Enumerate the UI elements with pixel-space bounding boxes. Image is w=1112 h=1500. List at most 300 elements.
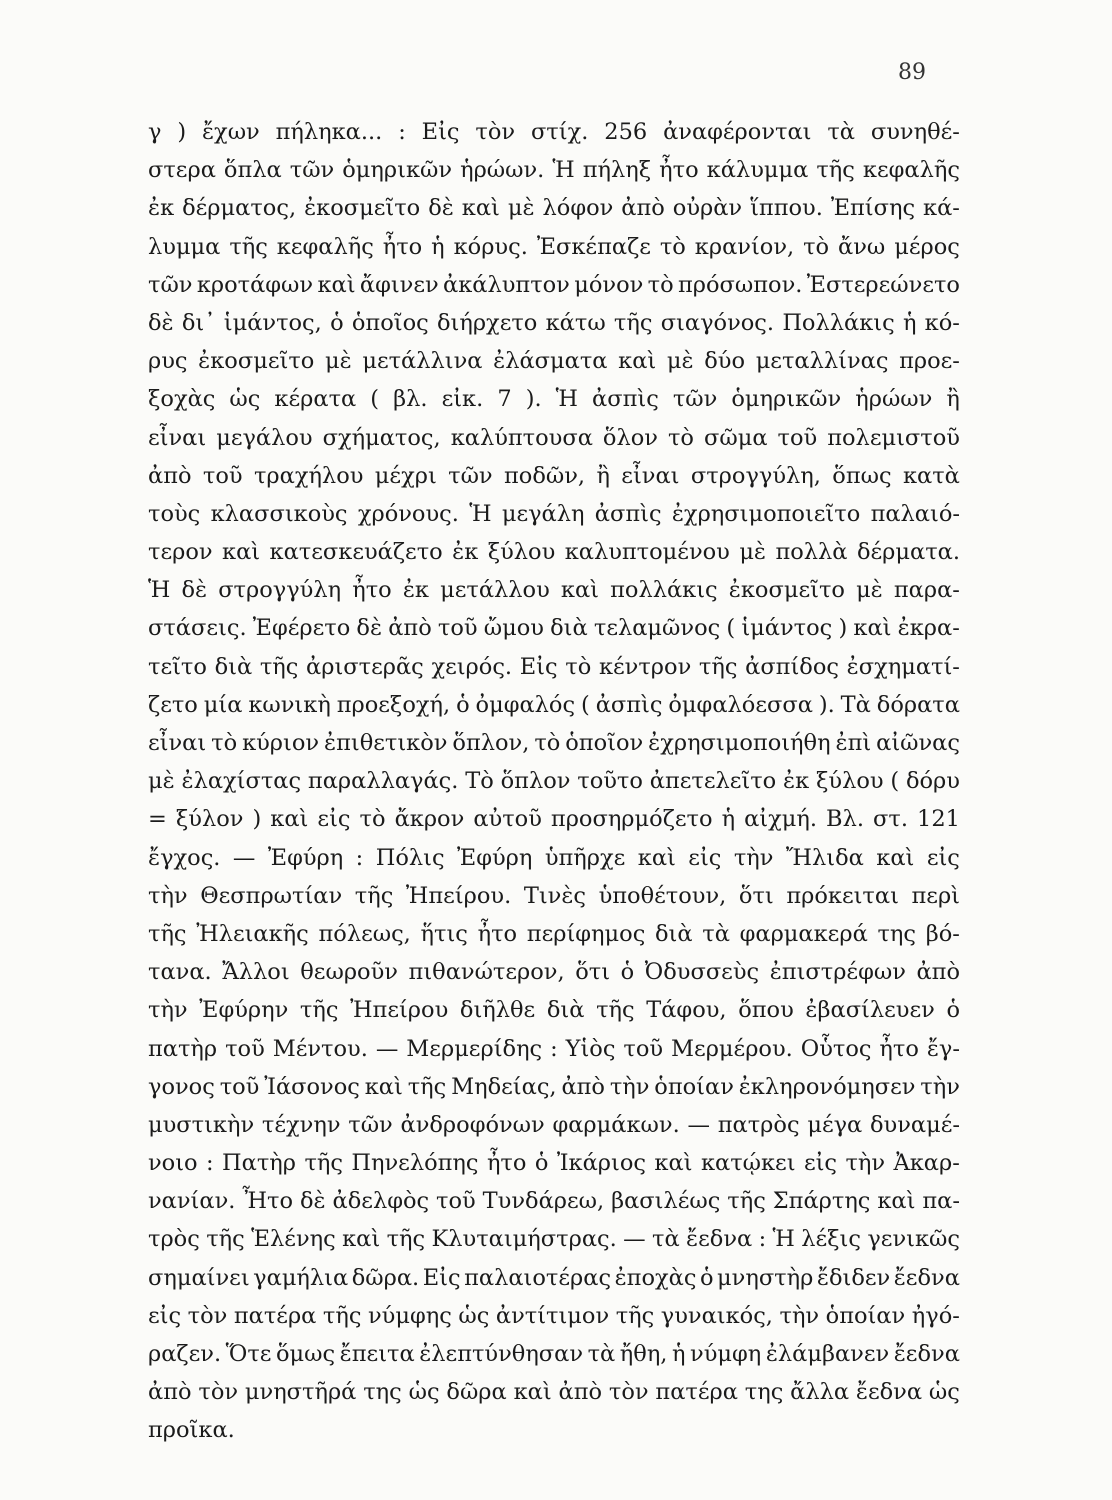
word: ὁ bbox=[699, 1264, 714, 1291]
word: στίχ. bbox=[530, 119, 589, 145]
word: ἤθη, bbox=[619, 1341, 668, 1367]
word: τὰ bbox=[652, 1226, 680, 1253]
word: τοῦ bbox=[202, 462, 243, 489]
word: εἶναι bbox=[148, 424, 207, 451]
word: μέρος bbox=[894, 233, 960, 260]
word: Τὰ bbox=[840, 691, 871, 718]
word: ἀναφέρονται bbox=[663, 119, 812, 145]
word: τὰ bbox=[827, 119, 856, 145]
word: Ἡ bbox=[772, 1226, 795, 1253]
text-line bbox=[148, 686, 960, 724]
word: ἦτο bbox=[879, 1035, 919, 1062]
word: Ἐσκέπαζε bbox=[536, 233, 651, 260]
word: ἐκοσμεῖτο bbox=[728, 577, 845, 604]
word: Οὗτος bbox=[800, 1035, 872, 1062]
word: Ἀκαρ- bbox=[893, 1150, 960, 1177]
word: ) bbox=[838, 615, 848, 642]
word: πήληξ bbox=[582, 157, 652, 184]
word: μεγάλη bbox=[501, 500, 585, 527]
word: ὡς bbox=[928, 1379, 960, 1406]
word: διήρχετο bbox=[436, 309, 538, 336]
word: Μερμερίδης bbox=[406, 1035, 543, 1062]
word: ὡς bbox=[229, 386, 261, 413]
word: τῆς bbox=[816, 157, 855, 184]
word: καὶ bbox=[513, 1379, 552, 1406]
word: φαρμακερά bbox=[739, 920, 868, 947]
word: συνηθέ- bbox=[870, 119, 960, 145]
word: τραχήλου bbox=[253, 462, 364, 489]
word: ὡς bbox=[458, 1302, 490, 1329]
word: νύμφης bbox=[368, 1302, 452, 1329]
word: ἦτο bbox=[486, 1150, 527, 1177]
word: χρόνους. bbox=[357, 500, 459, 527]
text-line bbox=[148, 1373, 960, 1411]
word: Κλυταιμήστρας. bbox=[431, 1226, 617, 1253]
word: τῆς bbox=[386, 1226, 426, 1253]
word: διὰ bbox=[550, 615, 588, 642]
word: τῆς bbox=[596, 997, 635, 1024]
word: ὡς bbox=[408, 1379, 440, 1406]
text-line bbox=[148, 304, 960, 342]
text-line bbox=[148, 648, 960, 686]
word: τῆς bbox=[304, 1150, 343, 1177]
word: ἀπὸ bbox=[561, 1073, 605, 1100]
word: τοῦτο bbox=[577, 768, 643, 795]
word: τὸν bbox=[187, 1302, 228, 1329]
page-number: 89 bbox=[898, 60, 926, 85]
text-line bbox=[148, 762, 960, 800]
word: ἐκ bbox=[783, 768, 810, 795]
word: καὶ bbox=[877, 1188, 916, 1215]
word: καὶ bbox=[317, 271, 356, 298]
word: ἔγ- bbox=[926, 1035, 960, 1062]
word: τῆς bbox=[259, 653, 299, 680]
word: τοῦ bbox=[623, 1035, 664, 1062]
text-line bbox=[148, 915, 960, 953]
word: ( bbox=[581, 691, 590, 718]
word: ἐπιθετικὸν bbox=[324, 730, 448, 756]
word: πα- bbox=[922, 1188, 960, 1215]
word: τῆς bbox=[354, 882, 394, 909]
word: κλασσικοὺς bbox=[210, 500, 348, 527]
word: θεωροῦν bbox=[300, 959, 398, 986]
word: διὰ bbox=[214, 653, 253, 680]
word: ἔχων bbox=[201, 119, 260, 145]
text-line bbox=[148, 151, 960, 189]
word: ἐπὶ bbox=[835, 730, 872, 756]
text-line bbox=[148, 1182, 960, 1220]
word: καὶ bbox=[270, 806, 309, 833]
word: κατεσκευάζετο bbox=[269, 539, 443, 566]
word: τῆς bbox=[698, 653, 738, 680]
word: ὁ bbox=[456, 691, 470, 718]
word: δόρυ bbox=[905, 768, 960, 795]
word: κύριον bbox=[242, 730, 320, 756]
text-line bbox=[148, 1030, 960, 1068]
word: ὑπῆρχε bbox=[544, 844, 626, 871]
word: ὁμηρικῶν bbox=[731, 386, 842, 413]
word: ὁποῖος bbox=[351, 309, 429, 336]
word: νοιο bbox=[148, 1150, 198, 1177]
word: τὸ bbox=[667, 424, 694, 451]
word: : bbox=[550, 1035, 558, 1062]
word: Θεσπρωτίαν bbox=[200, 882, 343, 909]
word: ἔεδνα bbox=[855, 1379, 923, 1406]
word: Ἄλλοι bbox=[222, 959, 290, 986]
word: 121 bbox=[917, 806, 960, 833]
word: ). bbox=[525, 386, 542, 413]
word: ξύλον bbox=[175, 806, 244, 833]
word: τερον bbox=[148, 539, 213, 566]
word: ἱμάντος, bbox=[223, 309, 322, 336]
word: ὁ bbox=[946, 997, 960, 1024]
word: βό- bbox=[925, 920, 960, 947]
text-line bbox=[148, 953, 960, 991]
word: ). bbox=[818, 691, 835, 718]
word: μία bbox=[203, 691, 243, 718]
text-line bbox=[148, 800, 960, 838]
word: Τὸ bbox=[465, 768, 494, 795]
word: Μέντου. bbox=[272, 1035, 368, 1062]
word: Τάφου, bbox=[646, 997, 727, 1024]
word: μεγάλου bbox=[216, 424, 313, 451]
word: Ἡ bbox=[148, 577, 171, 604]
word: — bbox=[232, 844, 256, 871]
word: ( bbox=[726, 615, 736, 642]
word: κροτάφων bbox=[196, 271, 314, 298]
word: — bbox=[687, 1111, 710, 1138]
word: εἰς bbox=[317, 806, 351, 833]
word: ἀπὸ bbox=[916, 959, 960, 986]
word: καὶ bbox=[222, 539, 261, 566]
word: στρογγύλη, bbox=[690, 462, 821, 489]
word: ) bbox=[252, 806, 262, 833]
word: ἀσπὶς bbox=[594, 500, 662, 527]
word: ἀπὸ bbox=[148, 462, 192, 489]
word: τελαμῶνος bbox=[593, 615, 721, 642]
word: πόλεως, bbox=[318, 920, 411, 947]
word: παραλλαγάς. bbox=[307, 768, 459, 795]
word: ἥτις bbox=[420, 920, 468, 947]
word: τὰ bbox=[587, 1341, 616, 1367]
word: ἐκρα- bbox=[897, 615, 960, 642]
word: ἀσπίδος bbox=[745, 653, 839, 680]
text-line bbox=[148, 1297, 960, 1335]
word: τέχνην bbox=[261, 1111, 341, 1138]
word: ἐβασίλευεν bbox=[805, 997, 935, 1024]
word: τοῦ bbox=[219, 1073, 260, 1100]
word: ἡ bbox=[672, 1341, 686, 1367]
text-line bbox=[148, 113, 960, 151]
word: ἐπιστρέφων bbox=[769, 959, 906, 986]
word: πολλὰ bbox=[775, 539, 848, 566]
word: βλ. bbox=[393, 386, 428, 413]
word: γ bbox=[148, 119, 162, 145]
word: καὶ bbox=[637, 844, 676, 871]
text-line bbox=[148, 839, 960, 877]
word: ὤμου bbox=[483, 615, 544, 642]
word: ρυς bbox=[148, 348, 188, 375]
word: ἐκ bbox=[148, 195, 175, 222]
word: ἀσπὶς bbox=[595, 691, 663, 718]
word: ὅπλον bbox=[500, 768, 571, 795]
word: Ὅτε bbox=[225, 1341, 272, 1367]
word: μυστικὴν bbox=[148, 1111, 255, 1138]
word: σιαγόνος. bbox=[660, 309, 775, 336]
word: κέντρον bbox=[598, 653, 692, 680]
word: Ἰάσονος bbox=[264, 1073, 360, 1100]
word: τοῦ bbox=[437, 615, 478, 642]
word: ὀμφαλός bbox=[475, 691, 576, 718]
text-line bbox=[148, 495, 960, 533]
word: ἔεδνα bbox=[893, 1264, 960, 1291]
word: της bbox=[363, 1379, 402, 1406]
word: ἱμάντος bbox=[741, 615, 833, 642]
word: ἐκληρονόμησεν bbox=[738, 1073, 916, 1100]
word: κεφαλῆς bbox=[862, 157, 960, 184]
word: πατέρα bbox=[655, 1379, 738, 1406]
word: ὅπλα bbox=[223, 157, 282, 184]
word: ἵππου. bbox=[750, 195, 823, 222]
word: στερα bbox=[148, 157, 216, 184]
word: ἦτο bbox=[659, 157, 699, 184]
text-line bbox=[148, 609, 960, 647]
word: λυμμα bbox=[148, 233, 221, 260]
body-text bbox=[148, 113, 960, 1450]
word: στάσεις. bbox=[148, 615, 247, 642]
word: ὁποίαν bbox=[654, 1073, 734, 1100]
word: ἢ bbox=[946, 386, 960, 413]
word: παρα- bbox=[893, 577, 960, 604]
word: : bbox=[355, 844, 364, 871]
word: πρόκειται bbox=[786, 882, 899, 909]
word: Ἐστερεώνετο bbox=[806, 271, 960, 298]
word: τῆς bbox=[229, 233, 268, 260]
word: διὰ bbox=[546, 997, 585, 1024]
word: στρογγύλη bbox=[218, 577, 342, 604]
word: τῆς bbox=[148, 920, 187, 947]
word: ὁποῖον bbox=[565, 730, 644, 756]
word: κέρατα bbox=[274, 386, 357, 413]
word: ἠγό- bbox=[911, 1302, 960, 1329]
word: ξύλου bbox=[487, 539, 556, 566]
word: τῆς bbox=[407, 1073, 447, 1100]
word: Ἑλένης bbox=[251, 1226, 336, 1253]
word: δὲ bbox=[148, 309, 174, 336]
word: τὴν bbox=[609, 1073, 650, 1100]
word: πιθανώτερον, bbox=[408, 959, 565, 986]
word: Βλ. bbox=[826, 806, 864, 833]
word: τὸ bbox=[659, 233, 686, 260]
word: ἐσχηματί- bbox=[846, 653, 960, 680]
text-line bbox=[148, 1335, 960, 1373]
word: Σπάρτης bbox=[772, 1188, 871, 1215]
word: φαρμάκων. bbox=[552, 1111, 680, 1138]
word: τὸ bbox=[647, 271, 674, 298]
word: κατῴκει bbox=[700, 1150, 796, 1177]
word: μετάλλινα bbox=[362, 348, 483, 375]
word: προῖκα. bbox=[148, 1417, 235, 1444]
text-line bbox=[148, 1106, 960, 1144]
word: περὶ bbox=[911, 882, 960, 909]
word: καὶ bbox=[654, 1150, 693, 1177]
word: σχήματος, bbox=[322, 424, 441, 451]
word: ἀριστερᾶς bbox=[306, 653, 424, 680]
word: νύμφη bbox=[690, 1341, 762, 1367]
word: κεφαλῆς bbox=[276, 233, 374, 260]
word: οὐρὰν bbox=[672, 195, 743, 222]
word: ἀδελφὸς bbox=[332, 1188, 430, 1215]
word: Ἠπείρου bbox=[350, 997, 449, 1024]
word: πολεμιστοῦ bbox=[827, 424, 960, 451]
word: μέγα bbox=[807, 1111, 863, 1138]
word: κάτω bbox=[545, 309, 606, 336]
word: κάλυμμα bbox=[706, 157, 809, 184]
word: 256 bbox=[604, 119, 648, 145]
word: : bbox=[398, 119, 406, 145]
word: δὲ bbox=[181, 577, 208, 604]
word: Ἠλειακῆς bbox=[196, 920, 309, 947]
text-line bbox=[148, 266, 960, 304]
word: εἰς bbox=[688, 844, 722, 871]
word: τῆς bbox=[206, 1226, 245, 1253]
word: πατρὸς bbox=[717, 1111, 800, 1138]
word: καὶ bbox=[560, 577, 599, 604]
word: παλαιοτέρας bbox=[464, 1264, 612, 1291]
word: ξοχὰς bbox=[148, 386, 216, 413]
text-line bbox=[148, 533, 960, 571]
word: ποδῶν, bbox=[504, 462, 586, 489]
word: ἐποχὰς bbox=[614, 1264, 697, 1291]
text-line bbox=[148, 991, 960, 1029]
word: τὸ bbox=[565, 653, 592, 680]
word: — bbox=[375, 1035, 399, 1062]
word: αἰῶνας bbox=[876, 730, 960, 756]
word: ἐλαχίστας bbox=[181, 768, 302, 795]
word: τοῦ bbox=[777, 424, 818, 451]
word: καλύπτουσα bbox=[450, 424, 593, 451]
word: ἄκρον bbox=[394, 806, 465, 833]
word: τῆς bbox=[299, 997, 339, 1024]
word: Υἱὸς bbox=[565, 1035, 616, 1062]
word: ) bbox=[177, 119, 187, 145]
word: μέχρι bbox=[374, 462, 437, 489]
word: δῶρα. bbox=[351, 1264, 420, 1291]
word: Ἠπείρου. bbox=[405, 882, 512, 909]
word: τεῖτο bbox=[148, 653, 207, 680]
text-line bbox=[148, 457, 960, 495]
word: ἐκ bbox=[402, 577, 429, 604]
text-line bbox=[148, 1259, 960, 1297]
word: τῶν bbox=[289, 157, 335, 184]
word: ἔγχος. bbox=[148, 844, 221, 871]
word: ὅπλον, bbox=[452, 730, 530, 756]
word: πατὴρ bbox=[148, 1035, 218, 1062]
word: πρόσωπον. bbox=[677, 271, 803, 298]
word: σῶμα bbox=[703, 424, 768, 451]
word: ὅτι bbox=[738, 882, 774, 909]
word: δι᾽ bbox=[181, 309, 216, 336]
word: τὴν bbox=[148, 882, 188, 909]
word: κατὰ bbox=[902, 462, 960, 489]
word: γενικῶς bbox=[867, 1226, 960, 1253]
word: καὶ bbox=[876, 844, 915, 871]
word: ἀπετελεῖτο bbox=[649, 768, 777, 795]
word: μὲ bbox=[507, 195, 535, 222]
word: ὁποίαν bbox=[825, 1302, 906, 1329]
word: μνηστῆρά bbox=[244, 1379, 357, 1406]
word: Ἡ bbox=[555, 386, 578, 413]
word: Ἦτο bbox=[242, 1188, 294, 1215]
word: καὶ bbox=[618, 348, 657, 375]
word: μόνον bbox=[574, 271, 644, 298]
word: ἐλάμβανεν bbox=[765, 1341, 890, 1367]
word: ὁ bbox=[620, 959, 635, 986]
word: ἀκάλυπτον bbox=[443, 271, 570, 298]
word: μὲ bbox=[739, 539, 767, 566]
word: δύο bbox=[704, 348, 746, 375]
word: μὲ bbox=[856, 577, 883, 604]
text-line bbox=[148, 342, 960, 380]
word: χειρός. bbox=[431, 653, 513, 680]
word: — bbox=[623, 1226, 646, 1253]
word: ἐκοσμεῖτο bbox=[198, 348, 315, 375]
word: παλαιό- bbox=[870, 500, 960, 527]
word: τῆς bbox=[615, 1302, 655, 1329]
word: τῆς bbox=[727, 1188, 766, 1215]
word: Μηδείας, bbox=[451, 1073, 557, 1100]
word: τὸ bbox=[534, 730, 561, 756]
word: ὅπου bbox=[738, 997, 794, 1024]
word: ὅπως bbox=[832, 462, 892, 489]
word: μὲ bbox=[148, 768, 175, 795]
word: : bbox=[206, 1150, 214, 1177]
word: ἔπειτα bbox=[339, 1341, 415, 1367]
word: γυναικός, bbox=[660, 1302, 773, 1329]
word: τὸ bbox=[803, 233, 830, 260]
word: πήληκα... bbox=[275, 119, 383, 145]
word: Εἰς bbox=[422, 1264, 461, 1291]
word: νανίαν. bbox=[148, 1188, 236, 1215]
word: ἡ bbox=[431, 233, 445, 260]
word: καὶ bbox=[342, 1226, 381, 1253]
word: ὀμφαλόεσσα bbox=[668, 691, 813, 718]
word: Ἡ bbox=[552, 157, 575, 184]
word: τοῦ bbox=[225, 1035, 265, 1062]
word: Ἰκάριος bbox=[556, 1150, 646, 1177]
word: εἰς bbox=[148, 1302, 182, 1329]
word: της bbox=[877, 920, 916, 947]
word: κό- bbox=[924, 309, 960, 336]
word: Τυνδάρεω, bbox=[482, 1188, 605, 1215]
text-line bbox=[148, 228, 960, 266]
text-line bbox=[148, 1068, 960, 1106]
text-line bbox=[148, 380, 960, 418]
word: εἰκ. bbox=[441, 386, 484, 413]
word: ἐκοσμεῖτο bbox=[304, 195, 421, 222]
word: ἄνω bbox=[838, 233, 886, 260]
word: προσηρμόζετο bbox=[550, 806, 713, 833]
word: λέξις bbox=[801, 1226, 861, 1253]
word: λόφον bbox=[542, 195, 614, 222]
word: τὸ bbox=[359, 806, 386, 833]
word: τρὸς bbox=[148, 1226, 200, 1253]
word: δέρματος, bbox=[182, 195, 297, 222]
word: βασιλέως bbox=[611, 1188, 721, 1215]
word: ὑποθέτουν, bbox=[598, 882, 727, 909]
word: Ἐπίσης bbox=[830, 195, 916, 222]
word: ὅτι bbox=[575, 959, 611, 986]
